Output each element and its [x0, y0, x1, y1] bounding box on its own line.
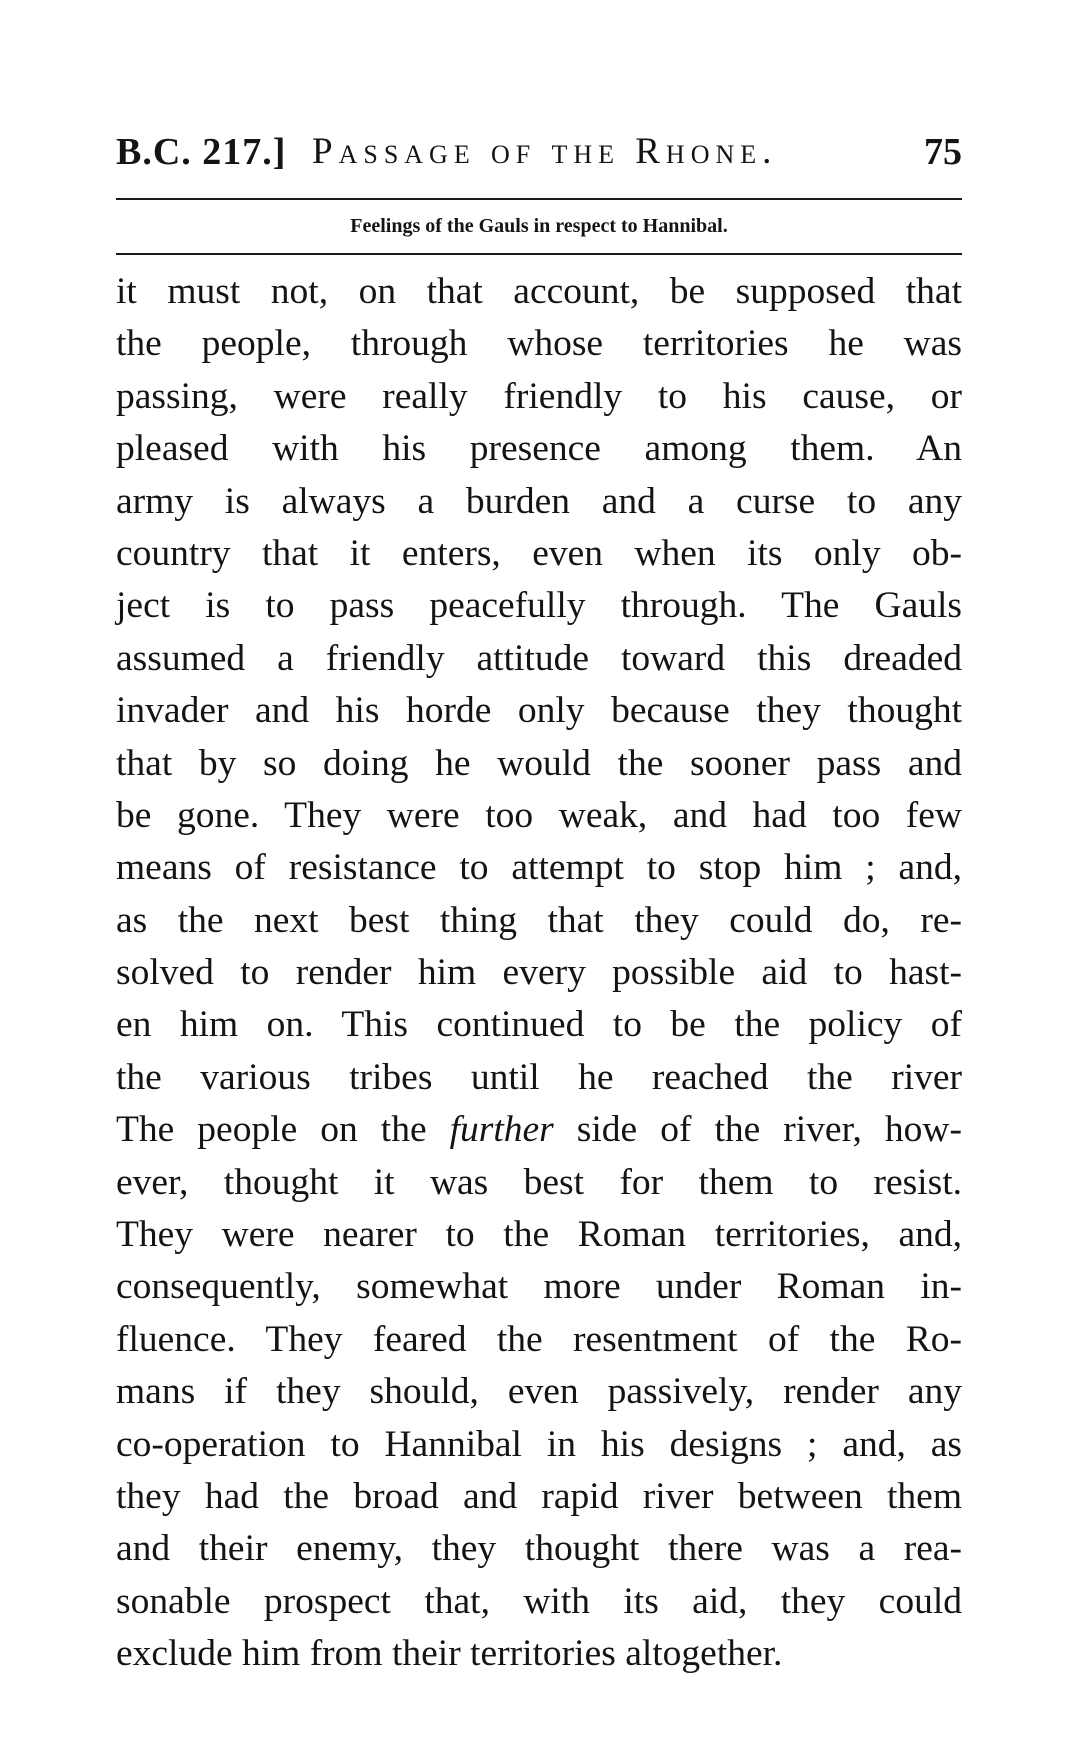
text-line: assumed a friendly attitude toward this dreaded	[116, 637, 962, 679]
running-head-title: Passage of the Rhone.	[312, 131, 778, 172]
text-line: en him on. This continued to be the policy of	[116, 1004, 962, 1046]
text-line: solved to render him every possible aid to hast-	[116, 952, 962, 994]
text-line: the people, through whose territories he was	[116, 323, 962, 365]
text-line: the various tribes until he reached the river	[116, 1056, 962, 1098]
text-line: sonable prospect that, with its aid, they could	[116, 1580, 962, 1622]
text-line: fluence. They feared the resentment of the Ro-	[116, 1318, 962, 1360]
text-line: invader and his horde only because they thought	[116, 690, 962, 732]
text-line: exclude him from their territories altogether.	[116, 1633, 783, 1675]
text-line: consequently, somewhat more under Roman in-	[116, 1266, 962, 1308]
text-line: that by so doing he would the sooner pass and	[116, 742, 962, 784]
header-rule-bottom	[116, 253, 962, 255]
running-head	[116, 122, 962, 182]
italic-emphasis: further	[449, 1109, 554, 1151]
text-line: pleased with his presence among them. An	[116, 428, 962, 470]
text-line: mans if they should, even passively, render any	[116, 1371, 962, 1413]
text-line: passing, were really friendly to his cause, or	[116, 375, 962, 417]
text-line: ever, thought it was best for them to resist.	[116, 1161, 962, 1203]
text-segment: The people on the	[116, 1109, 427, 1151]
text-line: and their enemy, they thought there was a rea-	[116, 1528, 962, 1570]
text-line: They were nearer to the Roman territories, and,	[116, 1214, 962, 1256]
text-line-with-italic	[116, 1104, 962, 1156]
section-subheading: Feelings of the Gauls in respect to Hannibal.	[350, 215, 728, 237]
text-line: means of resistance to attempt to stop him ; and,	[116, 847, 962, 889]
text-line: army is always a burden and a curse to any	[116, 480, 962, 522]
text-line: co-operation to Hannibal in his designs ; and, as	[116, 1423, 962, 1465]
text-line: country that it enters, even when its only ob-	[116, 532, 962, 574]
text-line: it must not, on that account, be supposed that	[116, 271, 962, 312]
running-head-year: B.C. 217.]	[116, 131, 287, 173]
body-paragraph	[116, 266, 962, 1681]
text-segment: side of the river, how-	[576, 1109, 963, 1151]
text-line: they had the broad and rapid river between them	[116, 1475, 962, 1517]
text-line: ject is to pass peacefully through. The Gauls	[116, 585, 962, 627]
text-line: be gone. They were too weak, and had too few	[116, 794, 962, 836]
page-number: 75	[924, 131, 962, 173]
text-line: as the next best thing that they could do, re-	[116, 899, 962, 941]
header-rule-top	[116, 198, 962, 200]
